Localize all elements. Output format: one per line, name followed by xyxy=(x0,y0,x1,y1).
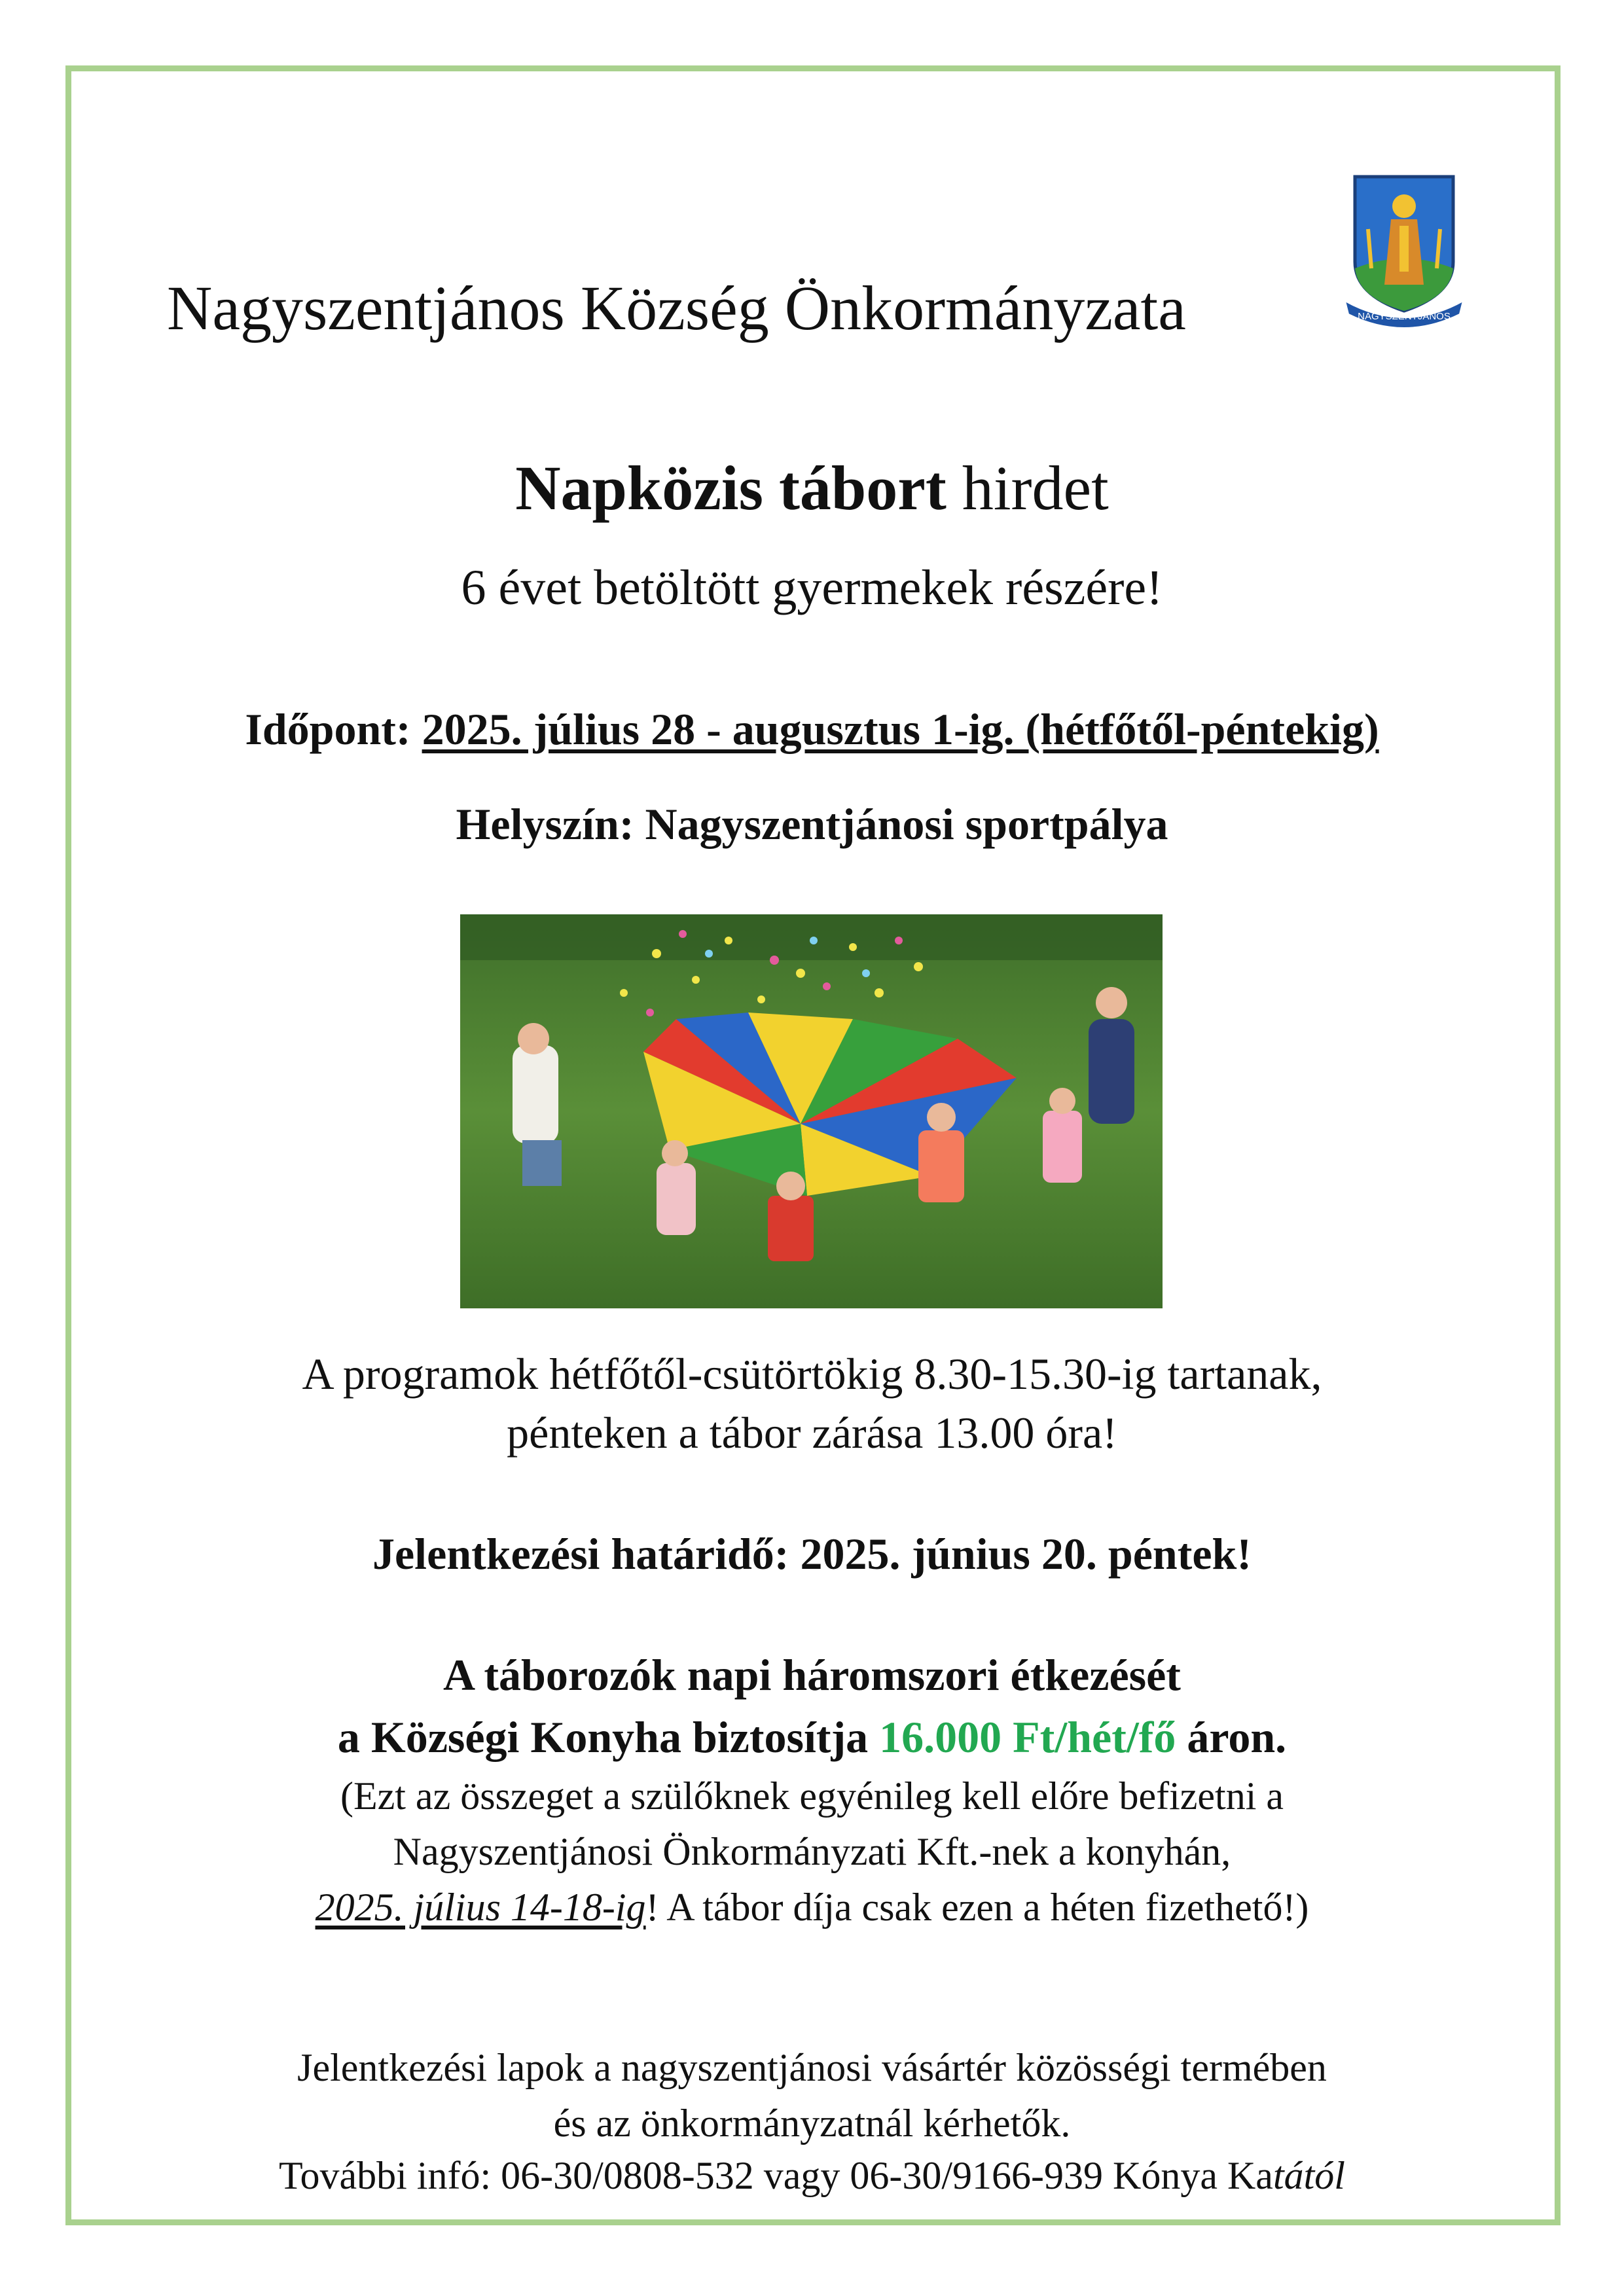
contact-line xyxy=(0,2153,1624,2198)
organization-title: Nagyszentjános Község Önkormányzata xyxy=(167,273,1186,343)
crest-label: NAGYSZENTJÁNOS xyxy=(1358,311,1451,322)
date-value: 2025. július 28 - augusztus 1-ig. (hétfőtől-péntekig) xyxy=(422,704,1379,754)
registration-deadline: Jelentkezési határidő: 2025. június 20. péntek! xyxy=(372,1529,1252,1579)
headline-normal: hirdet xyxy=(946,453,1109,523)
headline xyxy=(0,452,1624,524)
date-line xyxy=(0,704,1624,755)
info-line2: és az önkormányzatnál kérhetők. xyxy=(553,2102,1071,2145)
program-hours-line1: A programok hétfőtől-csütörtökig 8.30-15.30-ig tartanak, xyxy=(302,1349,1322,1399)
contact-italic: tától xyxy=(1272,2154,1345,2197)
date-label: Időpont: xyxy=(245,704,422,754)
payment-note-line1: (Ezt az összeget a szülőknek egyénileg kell előre befizetni a xyxy=(340,1774,1284,1818)
children-parachute-photo xyxy=(460,914,1163,1308)
coat-of-arms-icon xyxy=(1342,170,1466,327)
contact-text: További infó: 06-30/0808-532 vagy 06-30/9166-939 Kónya Ka xyxy=(279,2154,1273,2197)
program-hours-line2: pénteken a tábor zárása 13.00 óra! xyxy=(507,1408,1117,1458)
meals-line2-post: áron. xyxy=(1176,1712,1287,1762)
payment-dates: 2025. július 14-18-ig xyxy=(315,1886,646,1929)
meal-price: 16.000 Ft/hét/fő xyxy=(879,1712,1176,1762)
meals-line1: A táborozók napi háromszori étkezését xyxy=(443,1650,1181,1700)
venue-line: Helyszín: Nagyszentjánosi sportpálya xyxy=(456,799,1168,849)
meals-line2 xyxy=(0,1712,1624,1763)
info-line1: Jelentkezési lapok a nagyszentjánosi vásártér közösségi termében xyxy=(297,2046,1327,2089)
subtitle: 6 évet betöltött gyermekek részére! xyxy=(461,560,1163,615)
meals-line2-pre: a Községi Konyha biztosítja xyxy=(337,1712,880,1762)
payment-note-line2: Nagyszentjánosi Önkormányzati Kft.-nek a konyhán, xyxy=(393,1830,1231,1873)
payment-note-rest: ! A tábor díja csak ezen a héten fizethető!) xyxy=(645,1886,1309,1929)
headline-bold: Napközis tábort xyxy=(515,453,947,523)
payment-note-line3 xyxy=(0,1885,1624,1930)
